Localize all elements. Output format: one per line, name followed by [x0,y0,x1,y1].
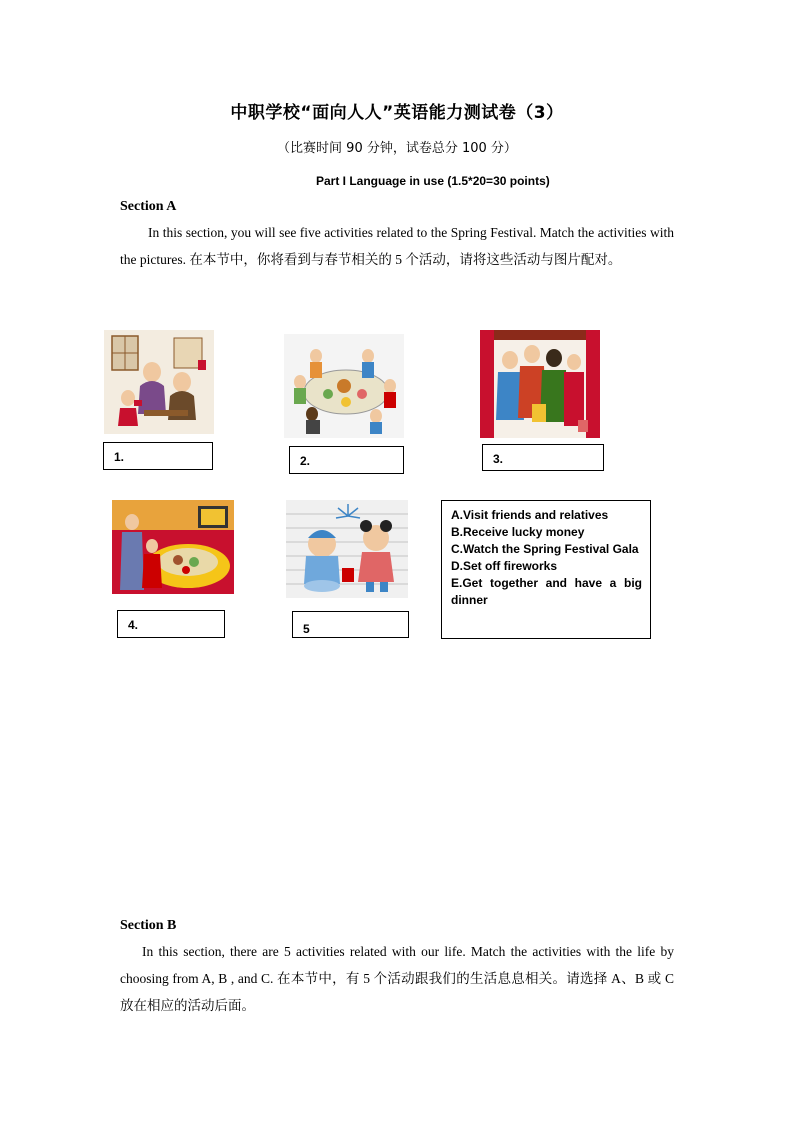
picture-visit-relatives [480,330,600,438]
section-a-instruction: In this section, you will see five activities related to the Spring Festival. Match the activities with the pictures. 在本节中，你将看到与春节相关的 5 个活动，请将这些活动与图片配对。 [120,225,674,267]
picture-spring-festival-gala [112,500,234,594]
picture-family-dinner [284,334,404,438]
picture-fireworks [286,500,408,598]
option-d: D.Set off fireworks [451,559,558,573]
answer-box-5[interactable]: 5 [292,611,409,638]
answer-box-2[interactable]: 2. [289,446,404,474]
page-title: 中职学校“面向人人”英语能力测试卷（3） [230,103,564,123]
answer-box-4[interactable]: 4. [117,610,225,638]
section-b-heading: Section B [120,918,177,933]
exam-info: （比赛时间 90 分钟，试卷总分 100 分） [277,141,517,156]
options-list [441,500,651,639]
option-b: B.Receive lucky money [451,525,585,539]
option-c: C.Watch the Spring Festival Gala [451,542,639,556]
section-a-heading: Section A [120,199,177,214]
part-heading: Part I Language in use (1.5*20=30 points) [316,174,550,188]
option-e: E.Get together and have a big dinner [451,576,642,607]
option-a: A.Visit friends and relatives [451,508,609,522]
picture-lucky-money [104,330,214,434]
answer-box-3[interactable]: 3. [482,444,604,471]
section-b-instruction: In this section, there are 5 activities related with our life. Match the activities with the life by choosing from A, B , and C. 在本节中，有 5 个活动跟我们的生活息息相关。请选择 A、B 或 C 放在相应的活动后面。 [120,944,674,1013]
answer-box-1[interactable]: 1. [103,442,213,470]
